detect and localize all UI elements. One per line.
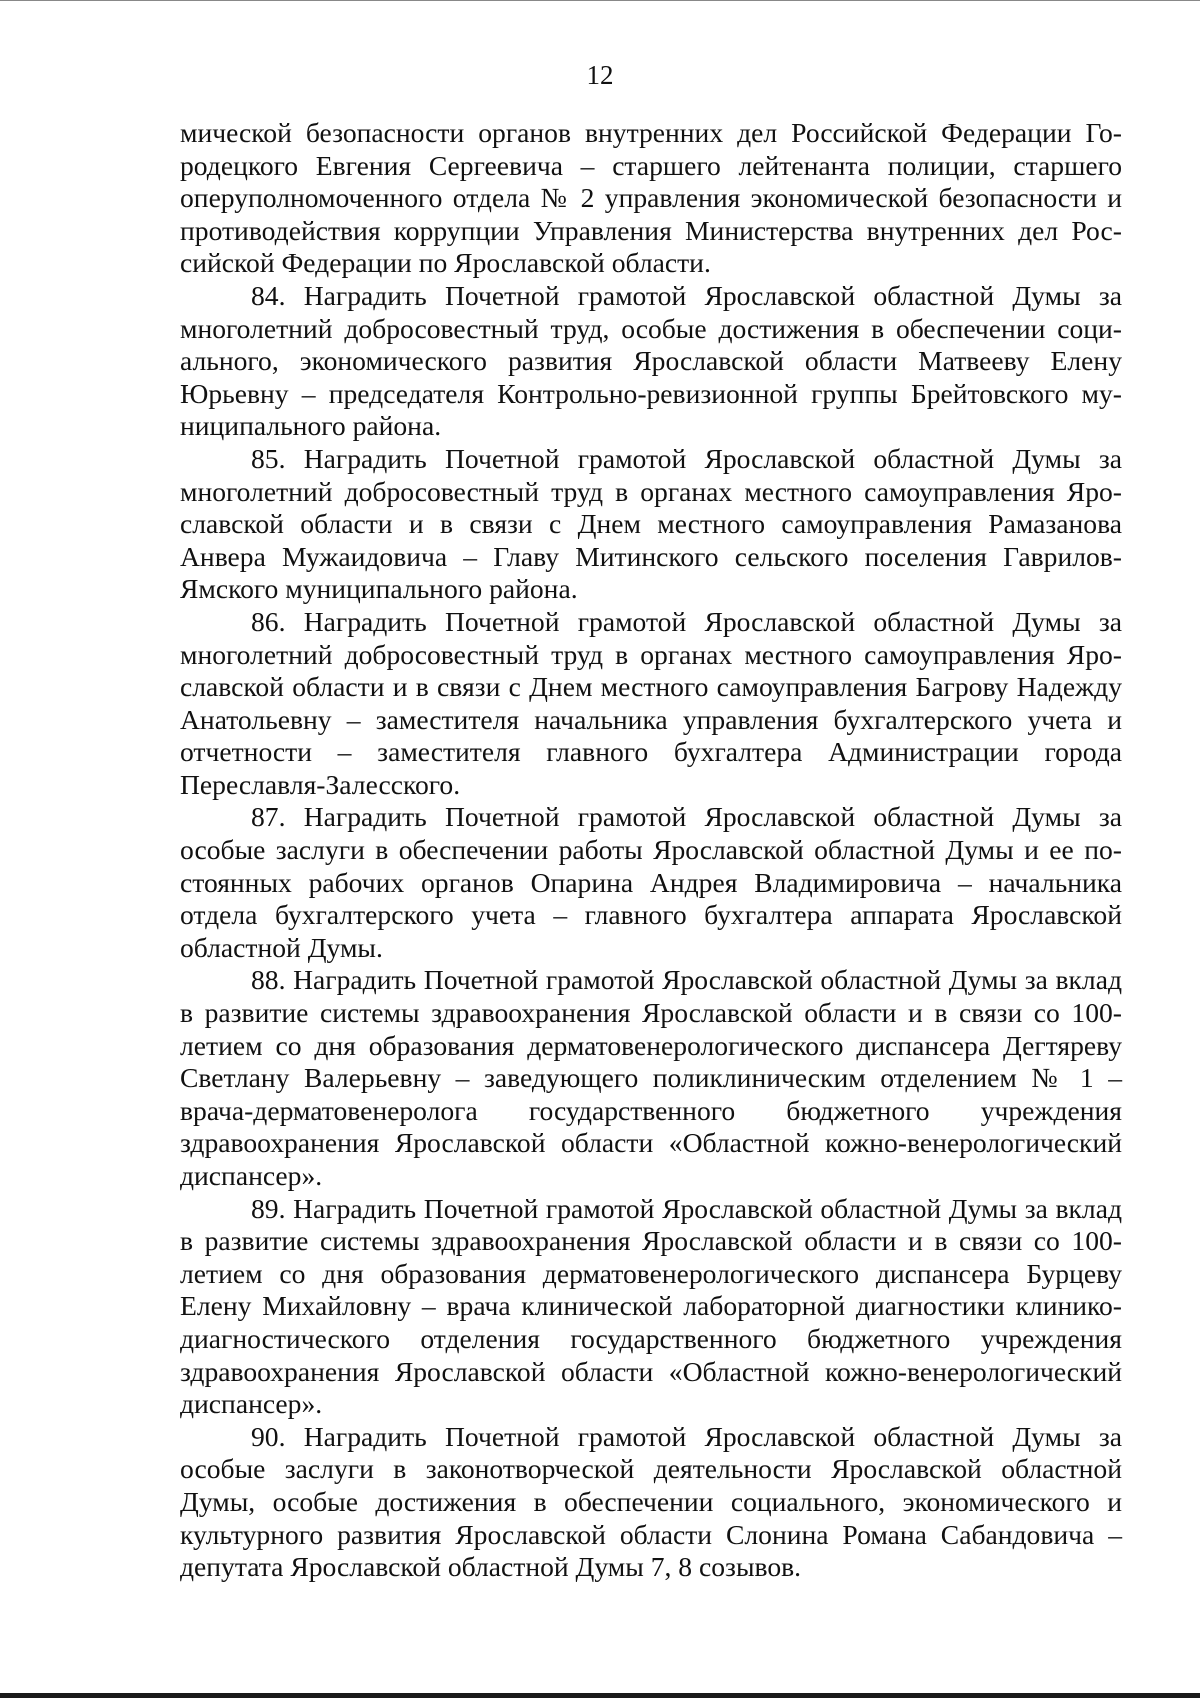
paragraph-88: 88. Наградить Почетной грамотой Ярославской областной Думы за вклад в развитие системы здравоохранения Ярославской области и в связи со 100-летием со дня образования дерматовенерологического диспансера Дегтяреву Светлану Валерьевну – заведующего поликлиническим отделением № 1 – врача-дерматовенеролога государственного бюджетного учреждения здравоохранения Ярославской области «Областной кожно-венерологический диспансер». [180,964,1122,1191]
paragraph-87: 87. Наградить Почетной грамотой Ярославской областной Думы за особые заслуги в обеспечении работы Ярославской областной Думы и ее постоянных рабочих органов Опарина Андрея Владимировича – начальника отдела бухгалтерского учета – главного бухгалтера аппарата Ярославской областной Думы. [180,801,1122,963]
paragraph-continued: мической безопасности органов внутренних дел Российской Федерации Городецкого Евгения Сергеевича – старшего лейтенанта полиции, старшего оперуполномоченного отдела № 2 управления экономической безопасности и противодействия коррупции Управления Министерства внутренних дел Российской Федерации по Ярославской области. [180,117,1122,279]
page-top-edge [0,0,1200,1]
page-number: 12 [586,60,614,90]
paragraph-84: 84. Наградить Почетной грамотой Ярославской областной Думы за многолетний добросовестный труд, особые достижения в обеспечении социального, экономического развития Ярославской области Матвееву Елену Юрьевну – председателя Контрольно-ревизионной группы Брейтовского муниципального района. [180,279,1122,442]
document-body [180,117,1122,1584]
paragraph-89: 89. Наградить Почетной грамотой Ярославской областной Думы за вклад в развитие системы здравоохранения Ярославской области и в связи со 100-летием со дня образования дерматовенерологического диспансера Бурцеву Елену Михайловну – врача клинической лабораторной диагностики клинико-диагностического отделения государственного бюджетного учреждения здравоохранения Ярославской области «Областной кожно-венерологический диспансер». [180,1192,1122,1420]
paragraph-86: 86. Наградить Почетной грамотой Ярославской областной Думы за многолетний добросовестный труд в органах местного самоуправления Ярославской области и в связи с Днем местного самоуправления Багрову Надежду Анатольевну – заместителя начальника управления бухгалтерского учета и отчетности – заместителя главного бухгалтера Администрации города Переславля-Залесского. [180,605,1122,800]
paragraph-85: 85. Наградить Почетной грамотой Ярославской областной Думы за многолетний добросовестный труд в органах местного самоуправления Ярославской области и в связи с Днем местного самоуправления Рамазанова Анвера Мужаидовича – Главу Митинского сельского поселения Гаврилов-Ямского муниципального района. [180,442,1122,605]
page-bottom-edge [0,1693,1200,1698]
paragraph-90: 90. Наградить Почетной грамотой Ярославской областной Думы за особые заслуги в законотворческой деятельности Ярославской областной Думы, особые достижения в обеспечении социального, экономического и культурного развития Ярославской области Слонина Романа Сабандовича – депутата Ярославской областной Думы 7, 8 созывов. [180,1420,1122,1583]
